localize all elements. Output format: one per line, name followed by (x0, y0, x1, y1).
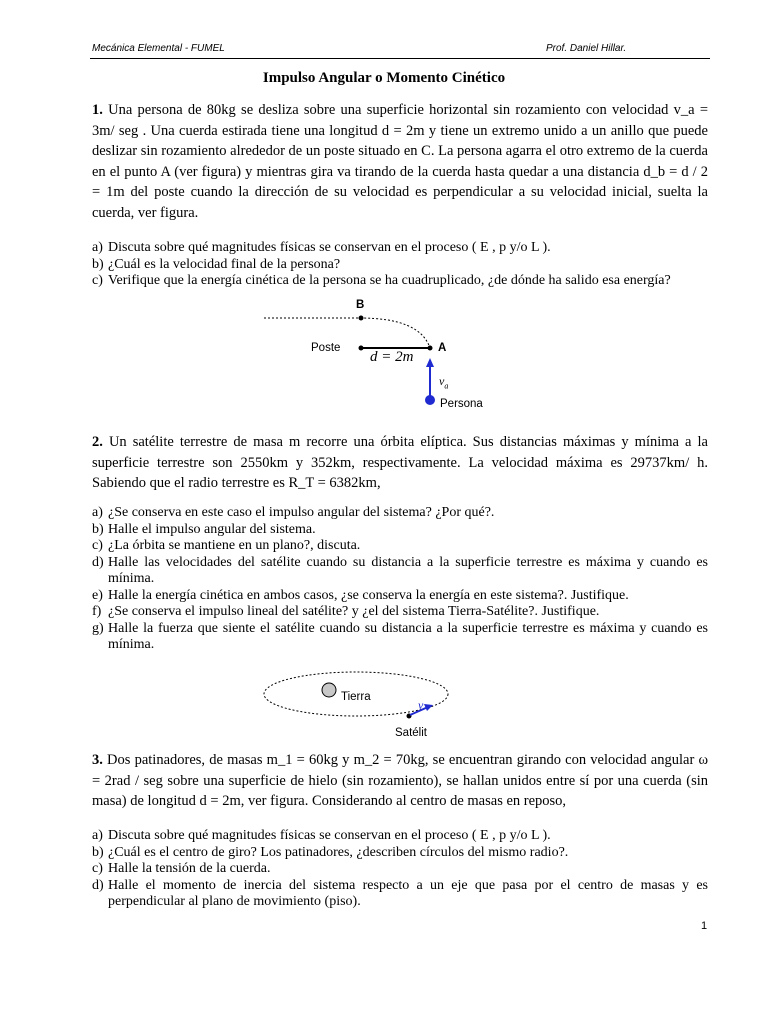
list-item: b) ¿Cuál es la velocidad final de la persona? (92, 256, 341, 272)
label-tierra: Tierra (341, 691, 371, 703)
list-item: c) Halle la tensión de la cuerda. (92, 861, 271, 876)
list-item: g) Halle la fuerza que siente el satélite cuando su distancia a la superficie terrestre es máxima y cuando es mínima. (92, 620, 708, 652)
problem-2-text: Un satélite terrestre de masa m recorre una órbita elíptica. Sus distancias máximas y mínima a la superficie terrestre son 2550km y 352km, respectivamente. La velocidad máxima es 29737km/ h. Sabiendo que el radio terrestre es R_T = 6382km, (92, 434, 708, 491)
list-item: a) ¿Se conserva en este caso el impulso angular del sistema? ¿Por qué?. (92, 505, 495, 520)
problem-3-text: Dos patinadores, de masas m_1 = 60kg y m_2 = 70kg, se encuentran girando con velocidad angular ω = 2rad / seg sobre una superficie de hielo (sin rozamiento), se hallan unidos entre sí por una cuerda (sin masa) de longitud d = 2m, ver figura. Considerando al centro de masas en reposo, (92, 752, 708, 809)
list-item: b) Halle el impulso angular del sistema. (92, 521, 316, 537)
label-persona: Persona (440, 398, 483, 410)
list-item: e) Halle la energía cinética en ambos casos, ¿se conserva la energía en este sistema?. Justifique. (92, 587, 629, 603)
label-rope-length: d = 2m (370, 349, 414, 365)
list-item: c) Verifique que la energía cinética de la persona se ha cuadruplicado, ¿de dónde ha salido esa energía? (92, 273, 671, 288)
label-v: v (418, 698, 424, 712)
list-item: a) Discuta sobre qué magnitudes físicas se conservan en el proceso ( E , p y/o L ). (92, 828, 551, 843)
list-item: d) Halle el momento de inercia del sistema respecto a un eje que pasa por el centro de masas y es perpendicular al plano de movimiento (piso). (92, 877, 708, 909)
list-item: d) Halle las velocidades del satélite cuando su distancia a la superficie terrestre es máxima y cuando es mínima. (92, 554, 708, 586)
list-item: b) ¿Cuál es el centro de giro? Los patinadores, ¿describen círculos del mismo radio?. (92, 844, 569, 860)
label-b: B (356, 299, 365, 311)
page-number: 1 (701, 920, 708, 932)
page-title: Impulso Angular o Momento Cinético (262, 70, 506, 86)
problem-3-statement (92, 750, 708, 812)
header-author: Prof. Daniel Hillar. (546, 43, 627, 54)
problem-2-number: 2. (92, 434, 103, 450)
list-item: c) ¿La órbita se mantiene en un plano?, discuta. (92, 538, 361, 553)
earth-circle (322, 683, 336, 697)
label-satelite: Satélit (395, 727, 427, 739)
label-va: $v_a$ (439, 374, 449, 391)
label-a: A (438, 342, 447, 354)
problem-3-number: 3. (92, 752, 103, 768)
problem-3-questions (92, 828, 708, 911)
problem-1-text: Una persona de 80kg se desliza sobre una superficie horizontal sin rozamiento con velocidad v_a = 3m/ seg . Una cuerda estirada tiene una longitud d = 2m y tiene un extremo unido a un anillo que puede deslizar sin rozamiento alrededor de un poste situado en C. La persona agarra el otro extremo de la cuerda en el punto A (ver figura) y mientras gira va tirando de la cuerda hasta quedar a una distancia d_b = d / 2 = 1m del poste cuando la dirección de su velocidad es perpendicular a su velocidad inicial, suelta la cuerda, ver figura. (92, 102, 708, 221)
list-item: a) Discuta sobre qué magnitudes físicas se conservan en el proceso ( E , p y/o L ). (92, 240, 551, 255)
problem-1-number: 1. (92, 102, 103, 118)
label-poste: Poste (311, 342, 341, 354)
header-course: Mecánica Elemental - FUMEL (92, 43, 225, 54)
list-item: f) ¿Se conserva el impulso lineal del satélite? y ¿el del sistema Tierra-Satélite?. Justifique. (92, 604, 600, 619)
